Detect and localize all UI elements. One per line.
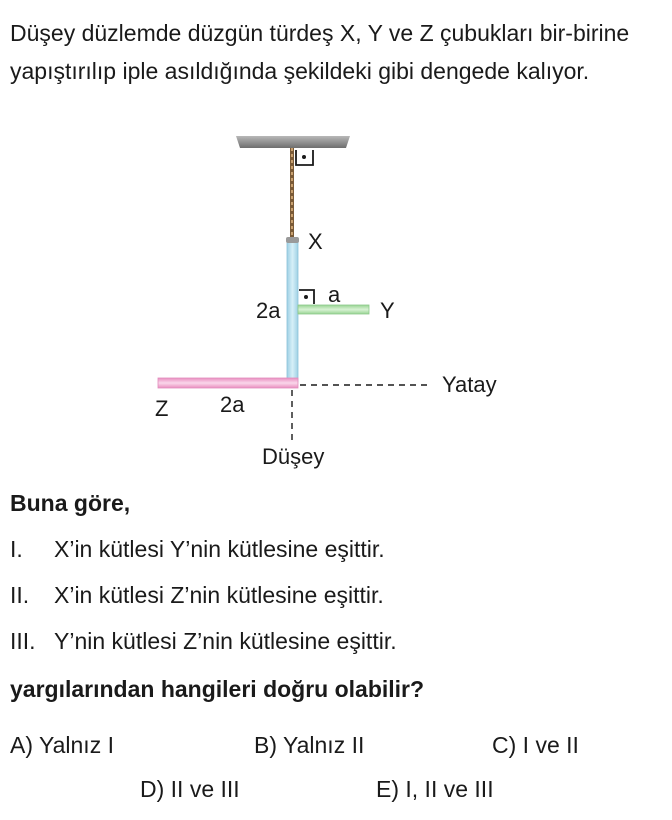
option-a[interactable]: A) Yalnız I (10, 732, 114, 758)
option-c[interactable]: C) I ve II (492, 732, 579, 758)
question-lead: Buna göre, (10, 490, 131, 516)
rod-z (158, 378, 298, 388)
statement-text: X’in kütlesi Y’nin kütlesine eşittir. (54, 536, 385, 562)
problem-intro: Düşey düzlemde düzgün türdeş X, Y ve Z çubukları bir-birine yapıştırılıp iple asıldığında şekildeki gibi dengede kalıyor. (10, 20, 630, 84)
statement-number: II. (10, 582, 30, 608)
ceiling (236, 136, 350, 148)
label-y: Y (380, 298, 395, 323)
right-angle-marker-top (296, 150, 313, 165)
statement-text: X’in kütlesi Z’nin kütlesine eşittir. (54, 582, 384, 608)
statement-number: III. (10, 628, 36, 654)
label-horizontal: Yatay (442, 372, 497, 397)
statement-text: Y’nin kütlesi Z’nin kütlesine eşittir. (54, 628, 397, 654)
option-e[interactable]: E) I, II ve III (376, 776, 494, 802)
equilibrium-figure (0, 128, 672, 478)
question-text: yargılarından hangileri doğru olabilir? (10, 676, 425, 702)
label-z: Z (155, 396, 169, 421)
rod-x (287, 240, 298, 382)
label-2a-horizontal: 2a (220, 392, 245, 417)
statement-3 (10, 626, 397, 656)
right-angle-marker-y (299, 290, 314, 304)
statement-number: I. (10, 536, 23, 562)
rope-knot (286, 237, 299, 243)
statement-2 (10, 580, 384, 610)
statement-1 (10, 534, 385, 564)
option-d[interactable]: D) II ve III (140, 776, 240, 802)
label-vertical: Düşey (262, 444, 325, 469)
option-b[interactable]: B) Yalnız II (254, 732, 365, 758)
label-a: a (328, 282, 341, 307)
label-x: X (308, 229, 323, 254)
label-2a-vertical: 2a (256, 298, 281, 323)
